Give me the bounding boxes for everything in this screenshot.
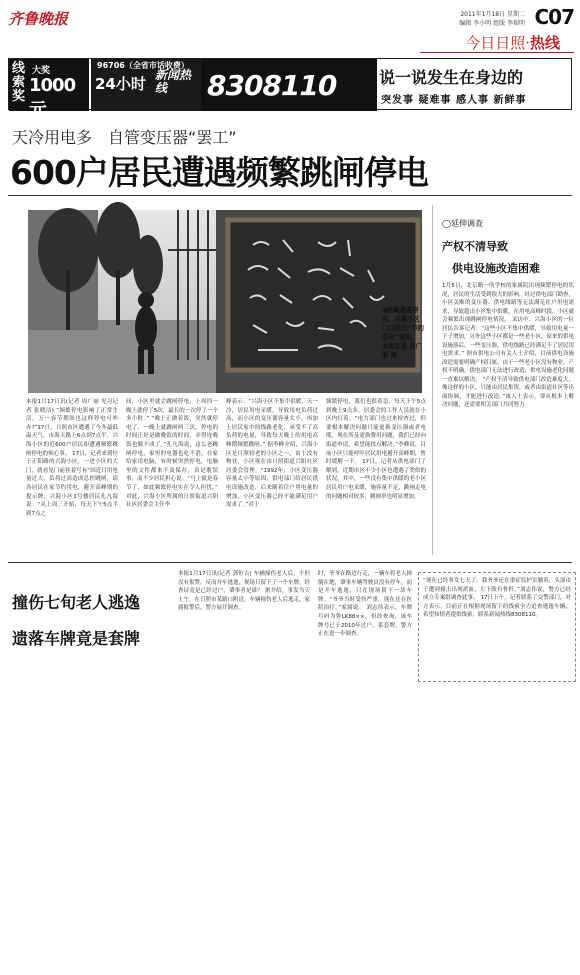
- story-rule: [8, 562, 572, 563]
- issue-date: 2011年1月18日 星期二: [460, 11, 525, 18]
- article-column-4: 频繁停电，我们也很着急，每天下午5点到晚上9点多，居委会的工作人员就在小区内打着。“电力部门也过来检查过，但要根本解决问题只能更换变压器或者电缆，现在所及更换费用问题，我们已经向街道申请，希望能找点解决。”李峰说，目前小区只能呼吁居民用电避开高峰期，暂时缓解一下。 17日，记者从供电部门了解到，近期市区不少小区也遭遇了类似的状况，其中，一些没有集中供暖的老小区居民用户电采暖，施容量不足，跳闸走电的问题相对较多，跳闸率也明显增加。: [326, 399, 426, 500]
- hotline-label: 新闻热线: [155, 68, 192, 95]
- bottom-headline-1: 撞伤七旬老人逃逸: [12, 593, 141, 612]
- hours-block: [91, 59, 201, 111]
- article-headline: 600户居民遭遇频繁跳闸停电: [10, 153, 428, 192]
- section-prefix: 今日日照·: [465, 34, 530, 52]
- prize-big: 大奖: [32, 66, 51, 76]
- photo-caption: ◀连续遭遇停电，兴海小区门口挂出“节约用电”通知。 本报记者 周广丽 摄: [382, 307, 424, 359]
- banner-slogan: 说一说发生在身边的: [379, 68, 524, 87]
- page-number: C07: [534, 5, 574, 29]
- hotline-number: 8308110: [207, 69, 337, 102]
- photo-illustration: [28, 210, 422, 393]
- side-headline-1: 产权不清导致: [442, 240, 508, 253]
- article-column-2: 间，小区里就会跳闸停电，上周四一晚上就停了5次，最长的一次停了一个多小时。” “晚上正做着饭，突然就停电了，一晚上就跳闸两三次，停电的时间正好是做晚饭的时间，弄得连晚饭也做不成了。”孔凡海说，这么老跳闸停电，家里的电器也吃不消，在家给家用电脑，有时候突然停电，电脑里的文件都来不及保存，真是耽误事，而不少居民担心说：“马上就是春节了，如此频繁停电实在令人担忧。” 对此，兴海小区所属的日照街道兴阳社区居委会主任李: [126, 399, 218, 509]
- column-rule: [432, 205, 433, 555]
- phone-top: 96706（全省市话收费）: [97, 61, 189, 70]
- section-title: [465, 32, 560, 53]
- hotline-number-block: [201, 59, 377, 111]
- article-column-3: 峰表示：“兴海小区不集中供暖，天一冷，居民用电采暖，导致用电负荷过高，而小区的变压器容量太小，再加上居民家中的线路老化，承受不了高负荷的电量，导致每天晚上的用电高峰期频繁跳闸。” 据李峰介绍，兴海小区是日照较老的小区之一，由于没有物业，小区现在由日照街道兴阳社区居委会管理。“1992年，小区变压器容量太小等原因，供电部门给居民供电设施改造，后来随着住户用电量的增加，小区变压器已经不能满足用户需求了。”对于: [226, 399, 318, 509]
- bottom-column-2: 时，爷爷在路边行走，一辆车将老人撞倒在地，肇事车辆驾驶员没有停车，而是开车逃逸，只在现场留下一块车牌。“爷爷当时受伤严重，现在还在医院治疗。”家属说。 刘志伟表示，车牌号码为鲁LK88××，但经查询，该车牌号已于2010年过户，系套牌，警方正在进一步调查。: [318, 571, 412, 638]
- hours-label: 24小时: [95, 75, 146, 93]
- article-column-1: 本报1月17日讯(记者 周广丽 见习记者 张晓洁) “频繁停电影响了正常生活，万一春节期间也这样停电可咋办?”17日，日照市区遭遇了今冬最低温天气，市海天路上6点到7点半，兴海小区的近600户居民却遭遇频繁跳闸停电的烦心事。 17日，记者来到位于正阳路的兴海小区，一进小区的大门，就看见门前挂着写有“因近日用电量过大，负荷过高造成总控跳闸，请各居民在家节约用电，避开高峰期的提示牌，兴海小区1号楼居民孔凡海说：“从上周三开始，每天下午5点半到7点之: [26, 399, 118, 517]
- bottom-column-3: “现在已经事发七天了，我爷爷还在重症监护室躺着，头部由于遭到撞击出现淤血，左下肢有骨折。”刘志伟说，警方已经成立专案组调查此事。 17日下午，记者联系了交警部门，对方表示，目前正在根据现场留下的线索全力追查逃逸车辆，希望知情者提供线索，联系新闻热线8308110。: [423, 578, 571, 619]
- hotline-banner: [8, 58, 572, 121]
- bottom-headline-2: 遗落车牌竟是套牌: [12, 629, 141, 648]
- section-name: 热线: [529, 34, 560, 52]
- editor-credits: 编辑 李小明 组版 李瑞明: [459, 20, 525, 27]
- article-kicker: 天冷用电多 自管变压器“罢工”: [12, 128, 237, 147]
- side-headline-2: 供电设施改造困难: [452, 262, 540, 275]
- bottom-box: [418, 572, 576, 682]
- side-body: 1月5日，北京路一所学校的家属院出现频繁停电的状况，居民的生活受到很大的影响，经过供电部门勘查，小区关断的变压器、供电线路等无法满足住户用电需求，导致超出小区集中供暖，在用电高峰时段，小区就会频繁出现跳闸停电情况。 采访中，兴海小区的一位居民告诉记者：“这些小区不集中供暖，导致用电量一下子增加，另外这些小区都是一些老小区，原来的供电设施落后，一些变压器、供电线路已经满足不了居民用电需求。” 据市供电公司有关人士介绍，目前供电设施改造需要明确产权归属，由于一些老小区没有物业，产权不明确，供电部门无法进行改造，供电设施老化问题一直难以解决。 “产权不清导致供电部门改造难度大，像这样的小区，只能由居民集资，或者由街道社区等出面协调，才能进行改造。”该人士表示，要从根本上解决问题，还需要相关部门共同努力。: [442, 283, 575, 408]
- headline-rule: [8, 195, 572, 196]
- masthead-logo: 齐鲁晚报: [8, 10, 69, 28]
- prize-amount: 1000元: [29, 75, 76, 121]
- side-tag: ◯延伸调查: [442, 219, 483, 228]
- prize-block: [9, 59, 89, 121]
- banner-slogan-sub: 突发事 疑难事 感人事 新鲜事: [381, 95, 527, 106]
- bottom-column-1: 本报1月17日讯(记者 郭恒吉) 车辆撞伤老人后，不但没有报警，反而开车逃逸，现场只留下了一个车牌，经查证竟是已经过户，肇事者是谁？ 据介绍，事发当天上午，在日照市某路口附近，车辆撞伤老人后逃走，家属报警后，警方展开调查。: [178, 571, 311, 612]
- header-rule: [420, 52, 574, 53]
- news-photo: [28, 210, 422, 393]
- prize-label: 线索奖: [12, 61, 26, 104]
